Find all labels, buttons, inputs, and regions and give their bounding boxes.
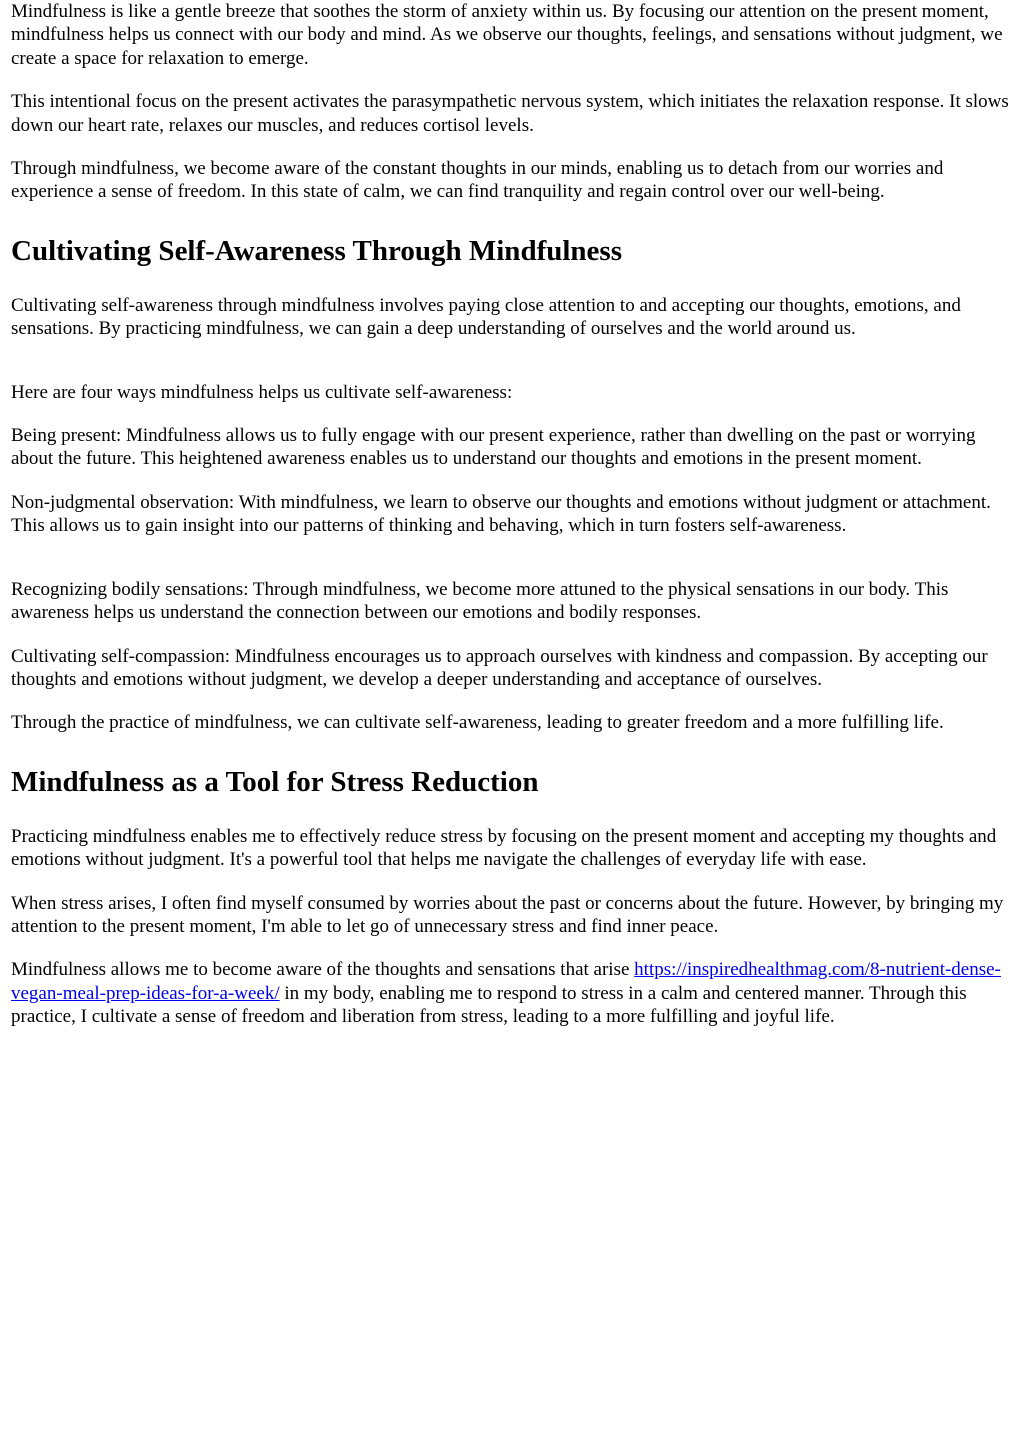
- stress-paragraph-3: [11, 958, 1014, 1028]
- stress-paragraph-3-text-after: in my body, enabling me to respond to stress in a calm and centered manner. Through this practice, I cultivate a sense of freedom and liberation from stress, leading to a more fulfilling and joyful life.: [11, 982, 967, 1028]
- section-heading-self-awareness: Cultivating Self-Awareness Through Mindfulness: [11, 234, 622, 267]
- stress-paragraph-2: When stress arises, I often find myself consumed by worries about the past or concerns about the future. However, by bringing my attention to the present moment, I'm able to let go of unnecessary stress and find inner peace.: [11, 892, 1004, 937]
- self-awareness-paragraph-1: Cultivating self-awareness through mindfulness involves paying close attention to and accepting our thoughts, emotions, and sensations. By practicing mindfulness, we can gain a deep understanding of ourselves and the world around us.: [11, 294, 961, 340]
- section-heading-stress-reduction: Mindfulness as a Tool for Stress Reduction: [11, 765, 539, 798]
- self-awareness-paragraph-5: Recognizing bodily sensations: Through mindfulness, we become more attuned to the physical sensations in our body. This awareness helps us understand the connection between our emotions and bodily responses.: [11, 578, 949, 624]
- stress-paragraph-3-text-before: Mindfulness allows me to become aware of the thoughts and sensations that arise: [11, 959, 635, 981]
- self-awareness-paragraph-3: Being present: Mindfulness allows us to fully engage with our present experience, rather than dwelling on the past or worrying about the future. This heightened awareness enables us to understand our thoughts and emotions in the present moment.: [11, 425, 976, 470]
- self-awareness-paragraph-4: Non-judgmental observation: With mindfulness, we learn to observe our thoughts and emotions without judgment or attachment. This allows us to gain insight into our patterns of thinking and behaving, which in turn fosters self-awareness.: [11, 491, 991, 537]
- stress-paragraph-1: Practicing mindfulness enables me to effectively reduce stress by focusing on the present moment and accepting my thoughts and emotions without judgment. It's a powerful tool that helps me navigate the challenges of everyday life with ease.: [11, 825, 997, 871]
- self-awareness-paragraph-7: Through the practice of mindfulness, we can cultivate self-awareness, leading to greater freedom and a more fulfilling life.: [11, 712, 944, 734]
- intro-paragraph-2: This intentional focus on the present activates the parasympathetic nervous system, which initiates the relaxation response. It slows down our heart rate, relaxes our muscles, and reduces cortisol levels.: [11, 91, 1009, 136]
- intro-paragraph-3: Through mindfulness, we become aware of the constant thoughts in our minds, enabling us to detach from our worries and experience a sense of freedom. In this state of calm, we can find tranquility and regain control over our well-being.: [11, 158, 944, 203]
- inline-link[interactable]: https://inspiredhealthmag.com/8-nutrient-dense-vegan-meal-prep-ideas-for-a-week/: [11, 959, 1001, 1004]
- intro-paragraph-1: Mindfulness is like a gentle breeze that soothes the storm of anxiety within us. By focusing our attention on the present moment, mindfulness helps us connect with our body and mind. As we observe our thoughts, feelings, and sensations without judgment, we create a space for relaxation to emerge.: [11, 1, 1003, 69]
- self-awareness-paragraph-2: Here are four ways mindfulness helps us cultivate self-awareness:: [11, 381, 513, 403]
- self-awareness-paragraph-6: Cultivating self-compassion: Mindfulness encourages us to approach ourselves with kindness and compassion. By accepting our thoughts and emotions without judgment, we develop a deeper understanding and acceptance of ourselves.: [11, 645, 988, 690]
